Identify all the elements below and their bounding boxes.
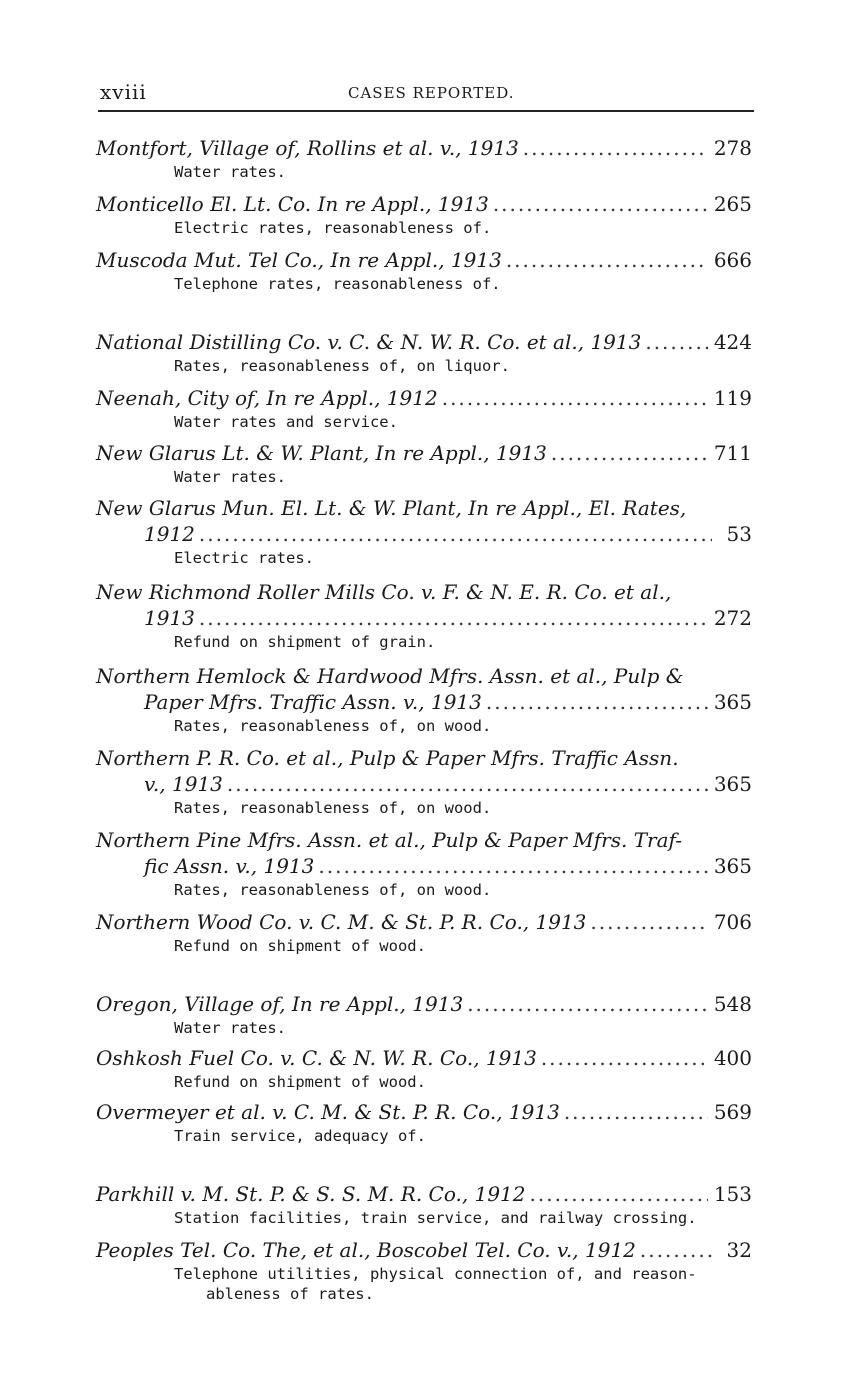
case-title-line xyxy=(96,992,752,1018)
case-title-line xyxy=(96,1238,752,1264)
case-entry xyxy=(96,330,752,376)
case-subject: Train service, adequacy of. xyxy=(174,1127,426,1145)
case-citation: Paper Mfrs. Traffic Assn. v., 1913 xyxy=(144,690,482,714)
case-entry xyxy=(96,910,752,956)
case-subject: Water rates and service. xyxy=(174,413,398,431)
folio-page-number: xviii xyxy=(100,80,147,104)
case-entry xyxy=(96,496,752,568)
page-reference: 424 xyxy=(713,330,752,354)
case-title-line: Northern Pine Mfrs. Assn. et al., Pulp & Paper Mfrs. Traf- xyxy=(96,828,682,852)
case-subject: Rates, reasonableness of, on wood. xyxy=(174,881,492,899)
case-citation: Overmeyer et al. v. C. M. & St. P. R. Co., 1913 xyxy=(96,1100,560,1124)
case-citation: Muscoda Mut. Tel Co., In re Appl., 1913 xyxy=(96,248,502,272)
case-subject: Rates, reasonableness of, on wood. xyxy=(174,717,492,735)
case-entry xyxy=(96,136,752,182)
case-subject: Refund on shipment of grain. xyxy=(174,633,436,651)
case-title-continuation xyxy=(96,606,752,632)
case-citation: v., 1913 xyxy=(144,772,223,796)
dot-leader xyxy=(199,522,712,546)
case-citation: Oshkosh Fuel Co. v. C. & N. W. R. Co., 1913 xyxy=(96,1046,537,1070)
case-title-line xyxy=(96,386,752,412)
case-citation: 1913 xyxy=(144,606,195,630)
dot-leader xyxy=(541,1046,708,1070)
case-subject-continuation: ableness of rates. xyxy=(206,1285,374,1303)
dot-leader xyxy=(645,330,707,354)
case-citation: Oregon, Village of, In re Appl., 1913 xyxy=(96,992,464,1016)
case-subject: Water rates. xyxy=(174,163,286,181)
case-entry xyxy=(96,828,752,900)
dot-leader xyxy=(318,854,707,878)
case-title-continuation xyxy=(96,772,752,798)
case-title-line xyxy=(96,248,752,274)
page-reference: 711 xyxy=(713,441,752,465)
case-title-continuation xyxy=(96,854,752,880)
page-reference: 706 xyxy=(713,910,752,934)
page-reference: 53 xyxy=(726,522,752,546)
case-entry xyxy=(96,1238,752,1304)
case-entry xyxy=(96,441,752,487)
dot-leader xyxy=(227,772,708,796)
case-entry xyxy=(96,192,752,238)
case-entry xyxy=(96,746,752,818)
case-entry xyxy=(96,1046,752,1092)
case-subject: Rates, reasonableness of, on liquor. xyxy=(174,357,510,375)
case-title-line xyxy=(96,441,752,467)
page-reference: 153 xyxy=(713,1182,752,1206)
dot-leader xyxy=(551,441,708,465)
page-reference: 32 xyxy=(726,1238,752,1262)
page-reference: 666 xyxy=(713,248,752,272)
page-reference: 569 xyxy=(713,1100,752,1124)
dot-leader xyxy=(493,192,708,216)
dot-leader xyxy=(640,1238,712,1262)
case-title-line xyxy=(96,330,752,356)
page-header xyxy=(100,80,752,108)
case-title-line xyxy=(96,1182,752,1208)
page-reference: 265 xyxy=(713,192,752,216)
case-subject: Telephone rates, reasonableness of. xyxy=(174,275,501,293)
case-entry xyxy=(96,1182,752,1228)
case-citation: National Distilling Co. v. C. & N. W. R. Co. et al., 1913 xyxy=(96,330,642,354)
dot-leader xyxy=(506,248,708,272)
case-entry xyxy=(96,386,752,432)
case-citation: Northern Wood Co. v. C. M. & St. P. R. Co., 1913 xyxy=(96,910,587,934)
case-title-line xyxy=(96,192,752,218)
case-title-line xyxy=(96,910,752,936)
case-title-line: Northern P. R. Co. et al., Pulp & Paper Mfrs. Traffic Assn. xyxy=(96,746,679,770)
dot-leader xyxy=(564,1100,708,1124)
page-reference: 272 xyxy=(713,606,752,630)
case-title-line xyxy=(96,1100,752,1126)
dot-leader xyxy=(442,386,708,410)
page-reference: 365 xyxy=(713,772,752,796)
case-subject: Electric rates, reasonableness of. xyxy=(174,219,492,237)
case-citation: Montfort, Village of, Rollins et al. v., 1913 xyxy=(96,136,519,160)
dot-leader xyxy=(199,606,708,630)
page-reference: 365 xyxy=(713,854,752,878)
header-rule xyxy=(98,110,754,112)
case-title-continuation xyxy=(96,690,752,716)
case-subject: Station facilities, train service, and railway crossing. xyxy=(174,1209,697,1227)
case-entry xyxy=(96,992,752,1038)
case-entry xyxy=(96,1100,752,1146)
case-subject: Refund on shipment of wood. xyxy=(174,937,426,955)
case-subject: Water rates. xyxy=(174,468,286,486)
page-reference: 278 xyxy=(713,136,752,160)
dot-leader xyxy=(486,690,708,714)
case-title-line xyxy=(96,1046,752,1072)
page-reference: 119 xyxy=(713,386,752,410)
case-title-line xyxy=(96,136,752,162)
running-head: CASES REPORTED. xyxy=(348,84,515,102)
case-citation: 1912 xyxy=(144,522,195,546)
case-subject: Water rates. xyxy=(174,1019,286,1037)
dot-leader xyxy=(530,1182,708,1206)
case-citation: Parkhill v. M. St. P. & S. S. M. R. Co., 1912 xyxy=(96,1182,526,1206)
case-citation: fic Assn. v., 1913 xyxy=(144,854,315,878)
case-subject: Telephone utilities, physical connection of, and reason- xyxy=(174,1265,697,1283)
page-reference: 365 xyxy=(713,690,752,714)
case-subject: Refund on shipment of wood. xyxy=(174,1073,426,1091)
dot-leader xyxy=(523,136,708,160)
dot-leader xyxy=(590,910,707,934)
case-citation: New Glarus Lt. & W. Plant, In re Appl., 1913 xyxy=(96,441,547,465)
case-subject: Electric rates. xyxy=(174,549,314,567)
case-subject: Rates, reasonableness of, on wood. xyxy=(174,799,492,817)
case-title-line: Northern Hemlock & Hardwood Mfrs. Assn. et al., Pulp & xyxy=(96,664,684,688)
case-entry xyxy=(96,248,752,294)
case-title-continuation xyxy=(96,522,752,548)
page-reference: 548 xyxy=(713,992,752,1016)
case-title-line: New Richmond Roller Mills Co. v. F. & N. E. R. Co. et al., xyxy=(96,580,672,604)
case-citation: Monticello El. Lt. Co. In re Appl., 1913 xyxy=(96,192,489,216)
case-entry xyxy=(96,664,752,736)
page-reference: 400 xyxy=(713,1046,752,1070)
case-citation: Neenah, City of, In re Appl., 1912 xyxy=(96,386,438,410)
case-citation: Peoples Tel. Co. The, et al., Boscobel Tel. Co. v., 1912 xyxy=(96,1238,636,1262)
case-entry xyxy=(96,580,752,652)
dot-leader xyxy=(467,992,708,1016)
case-title-line: New Glarus Mun. El. Lt. & W. Plant, In re Appl., El. Rates, xyxy=(96,496,687,520)
